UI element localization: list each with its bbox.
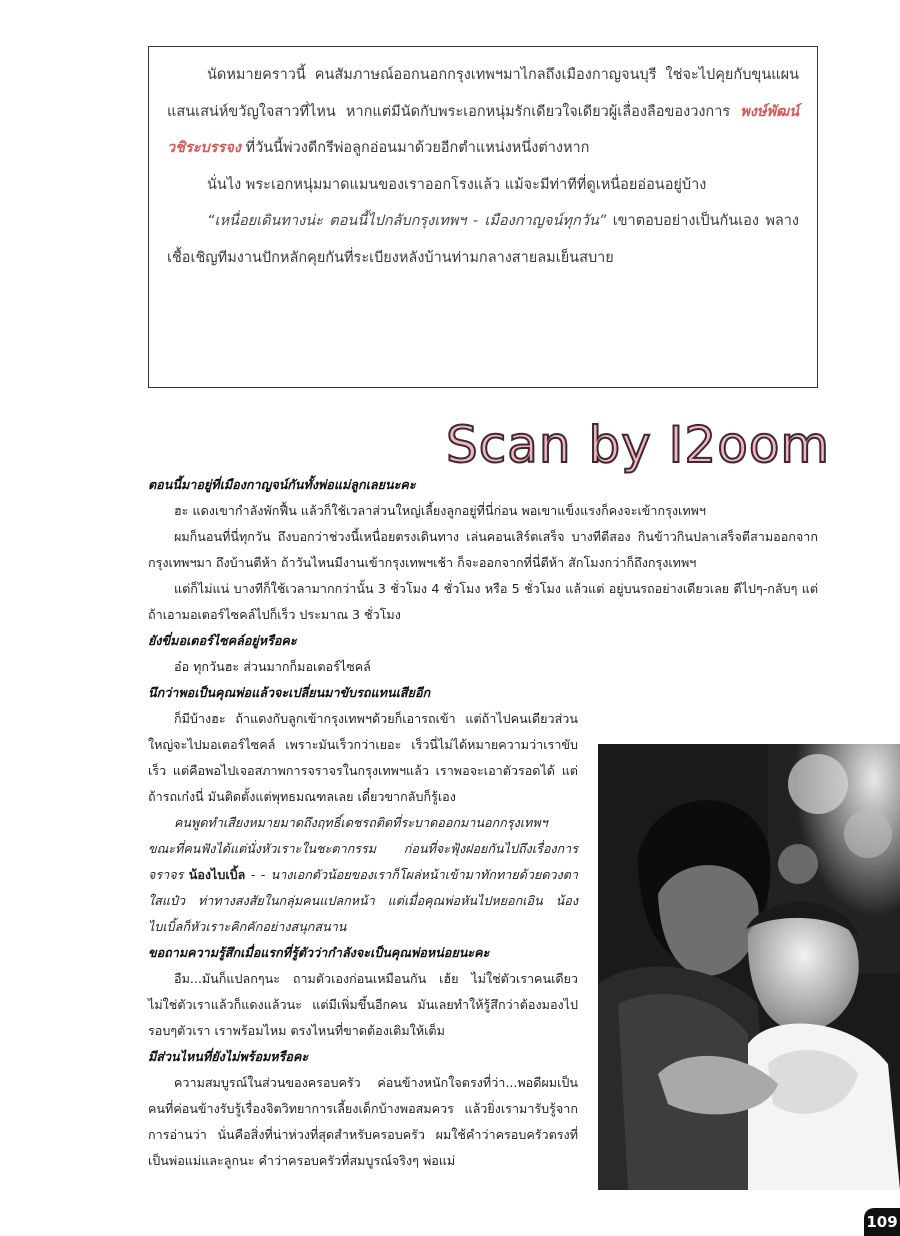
- answer-1-part-3: แต่ก็ไม่แน่ บางทีก็ใช้เวลามากกว่านั้น 3 ชั่วโมง 4 ชั่วโมง หรือ 5 ชั่วโมง แล้วแต่ อยู่บนรถอย่างเดียวเลย ตีไปๆ-กลับๆ แต่ถ้าเอามอเตอร์ไซคล์ไปก็เร็ว ประมาณ 3 ชั่วโมง: [148, 581, 818, 622]
- answer-5: ความสมบูรณ์ในส่วนของครอบครัว ค่อนข้างหนักใจตรงที่ว่า...พอดีผมเป็นคนที่ค่อนข้างรับรู้เรื่องจิตวิทยาการเลี้ยงเด็กบ้างพอสมควร แล้วยิ่งเรามารับรู้จากการอ่านว่า นั่นคือสิ่งที่น่าห่วงที่สุดสำหรับครอบครัว ผมใช้คำว่าครอบครัวตรงที่เป็นพ่อแม่และลูกนะ คำว่าครอบครัวที่สมบูรณ์จริงๆ พ่อแม่: [148, 1075, 578, 1168]
- answer-1-part-1: ฮะ แดงเขากำลังพักฟื้น แล้วก็ใช้เวลาส่วนใหญ่เลี้ยงลูกอยู่ที่นี่ก่อน พอเขาแข็งแรงก็คงจะเข้ากรุงเทพฯ: [174, 503, 706, 518]
- narration-1-b: - - นางเอกตัวน้อยของเราก็โผล่หน้าเข้ามาทักทายด้วยดวงตาใสแป๋ว ท่าทางสงสัยในกลุ่มคนแปลกหน้า แต่เมื่อคุณพ่อหันไปหยอกเอิน น้องไบเบิ้ลก็หัวเราะคิกคักอย่างสนุกสนาน: [148, 867, 578, 934]
- answer-4: อืม...มันก็แปลกๆนะ ถามตัวเองก่อนเหมือนกัน เฮ้ย ไม่ใช่ตัวเราคนเดียว ไม่ใช่ตัวเราแล้วก็แดงแล้วนะ แต่มีเพิ่มขึ้นอีกคน มันเลยทำให้รู้สึกว่าต้องมองไปรอบๆตัวเรา เราพร้อมไหม ตรงไหนที่ขาดต้องเติมให้เต็ม: [148, 971, 578, 1038]
- intro-p1-a: นัดหมายคราวนี้ คนสัมภาษณ์ออกนอกกรุงเทพฯมาไกลถึงเมืองกาญจนบุรี ใช่จะไปคุยกับขุนแผนแสนเสน่ห์ขวัญใจสาวที่ไหน หากแต่มีนัดกับพระเอกหนุ่มรักเดียวใจเดียวผู้เลื่องลือของวงการ: [167, 67, 799, 120]
- question-4: ขอถามความรู้สึกเมื่อแรกที่รู้ตัวว่ากำลังจะเป็นคุณพ่อหน่อยนะคะ: [148, 945, 490, 960]
- intro-paragraph-1: [167, 57, 799, 167]
- child-name: น้องไบเบิ้ล: [188, 867, 246, 882]
- intro-quote: “เหนื่อยเดินทางน่ะ ตอนนี้ไปกลับกรุงเทพฯ - เมืองกาญจน์ทุกวัน”: [207, 213, 607, 229]
- question-3: นึกว่าพอเป็นคุณพ่อแล้วจะเปลี่ยนมาขับรถแทนเสียอีก: [148, 685, 431, 700]
- narration-1-a: คนพูดทำเสียงหมายมาดถึงฤทธิ์เดชรถติดที่ระบาดออกมานอกกรุงเทพฯ ขณะที่คนฟังได้แต่นั่งหัวเราะในชะตากรรม ก่อนที่จะฟุ้งฝอยกันไปถึงเรื่องการจราจร: [148, 815, 578, 882]
- page-number: 109: [864, 1208, 900, 1236]
- intro-p3-b: เขาตอบอย่างเป็นกันเอง พลางเชื้อเชิญทีมงานปักหลักคุยกันที่ระเบียงหลังบ้านท่ามกลางสายลมเย็นสบาย: [167, 213, 799, 266]
- question-1: ตอนนี้มาอยู่ที่เมืองกาญจน์กันทั้งพ่อแม่ลูกเลยนะคะ: [148, 477, 416, 492]
- answer-3: ก็มีบ้างฮะ ถ้าแดงกับลูกเข้ากรุงเทพฯด้วยก็เอารถเข้า แต่ถ้าไปคนเดียวส่วนใหญ่จะไปมอเตอร์ไซคล์ เพราะมันเร็วกว่าเยอะ เร็วนี่ไม่ได้หมายความว่าเราขับเร็ว แต่คือพอไปเจอสภาพการจราจรในกรุงเทพฯแล้ว เราพอจะเอาตัวรอดได้ แต่ถ้ารถเก๋งนี่ มันติดตั้งแต่พุทธมณฑลเลย เดี๋ยวขากลับก็รู้เอง: [148, 711, 578, 804]
- intro-box: [148, 46, 818, 388]
- intro-paragraph-3: [167, 203, 799, 276]
- intro-paragraph-2: นั่นไง พระเอกหนุ่มมาดแมนของเราออกโรงแล้ว แม้จะมีท่าทีที่ดูเหนื่อยอ่อนอยู่บ้าง: [207, 176, 707, 193]
- question-5: มีส่วนไหนที่ยังไม่พร้อมหรือคะ: [148, 1049, 309, 1064]
- scanner-watermark: Scan by I2oom: [446, 416, 831, 474]
- photo-illustration: [598, 744, 900, 1190]
- question-2: ยังขี่มอเตอร์ไซคล์อยู่หรือคะ: [148, 633, 297, 648]
- narration-1: [148, 810, 578, 940]
- father-daughter-photo: [598, 744, 900, 1190]
- intro-actor-name: พงษ์พัฒน์ วชิระบรรจง: [167, 103, 800, 156]
- answer-2: อ๋อ ทุกวันฮะ ส่วนมากก็มอเตอร์ไซคล์: [174, 659, 371, 674]
- intro-p1-b: ที่วันนี้พ่วงดีกรีพ่อลูกอ่อนมาด้วยอีกตำแหน่งหนึ่งต่างหาก: [245, 140, 590, 156]
- answer-1-part-2: ผมก็นอนที่นี่ทุกวัน ถึงบอกว่าช่วงนี้เหนื่อยตรงเดินทาง เล่นคอนเสิร์ตเสร็จ บางทีตีสอง กินข้าวกินปลาเสร็จตีสามออกจากกรุงเทพฯมา ถึงบ้านตีห้า ถ้าวันไหนมีงานเข้ากรุงเทพฯเช้า ก็จะออกจากที่นี่ตีห้า สักโมงกว่าก็ถึงกรุงเทพฯ: [148, 529, 818, 570]
